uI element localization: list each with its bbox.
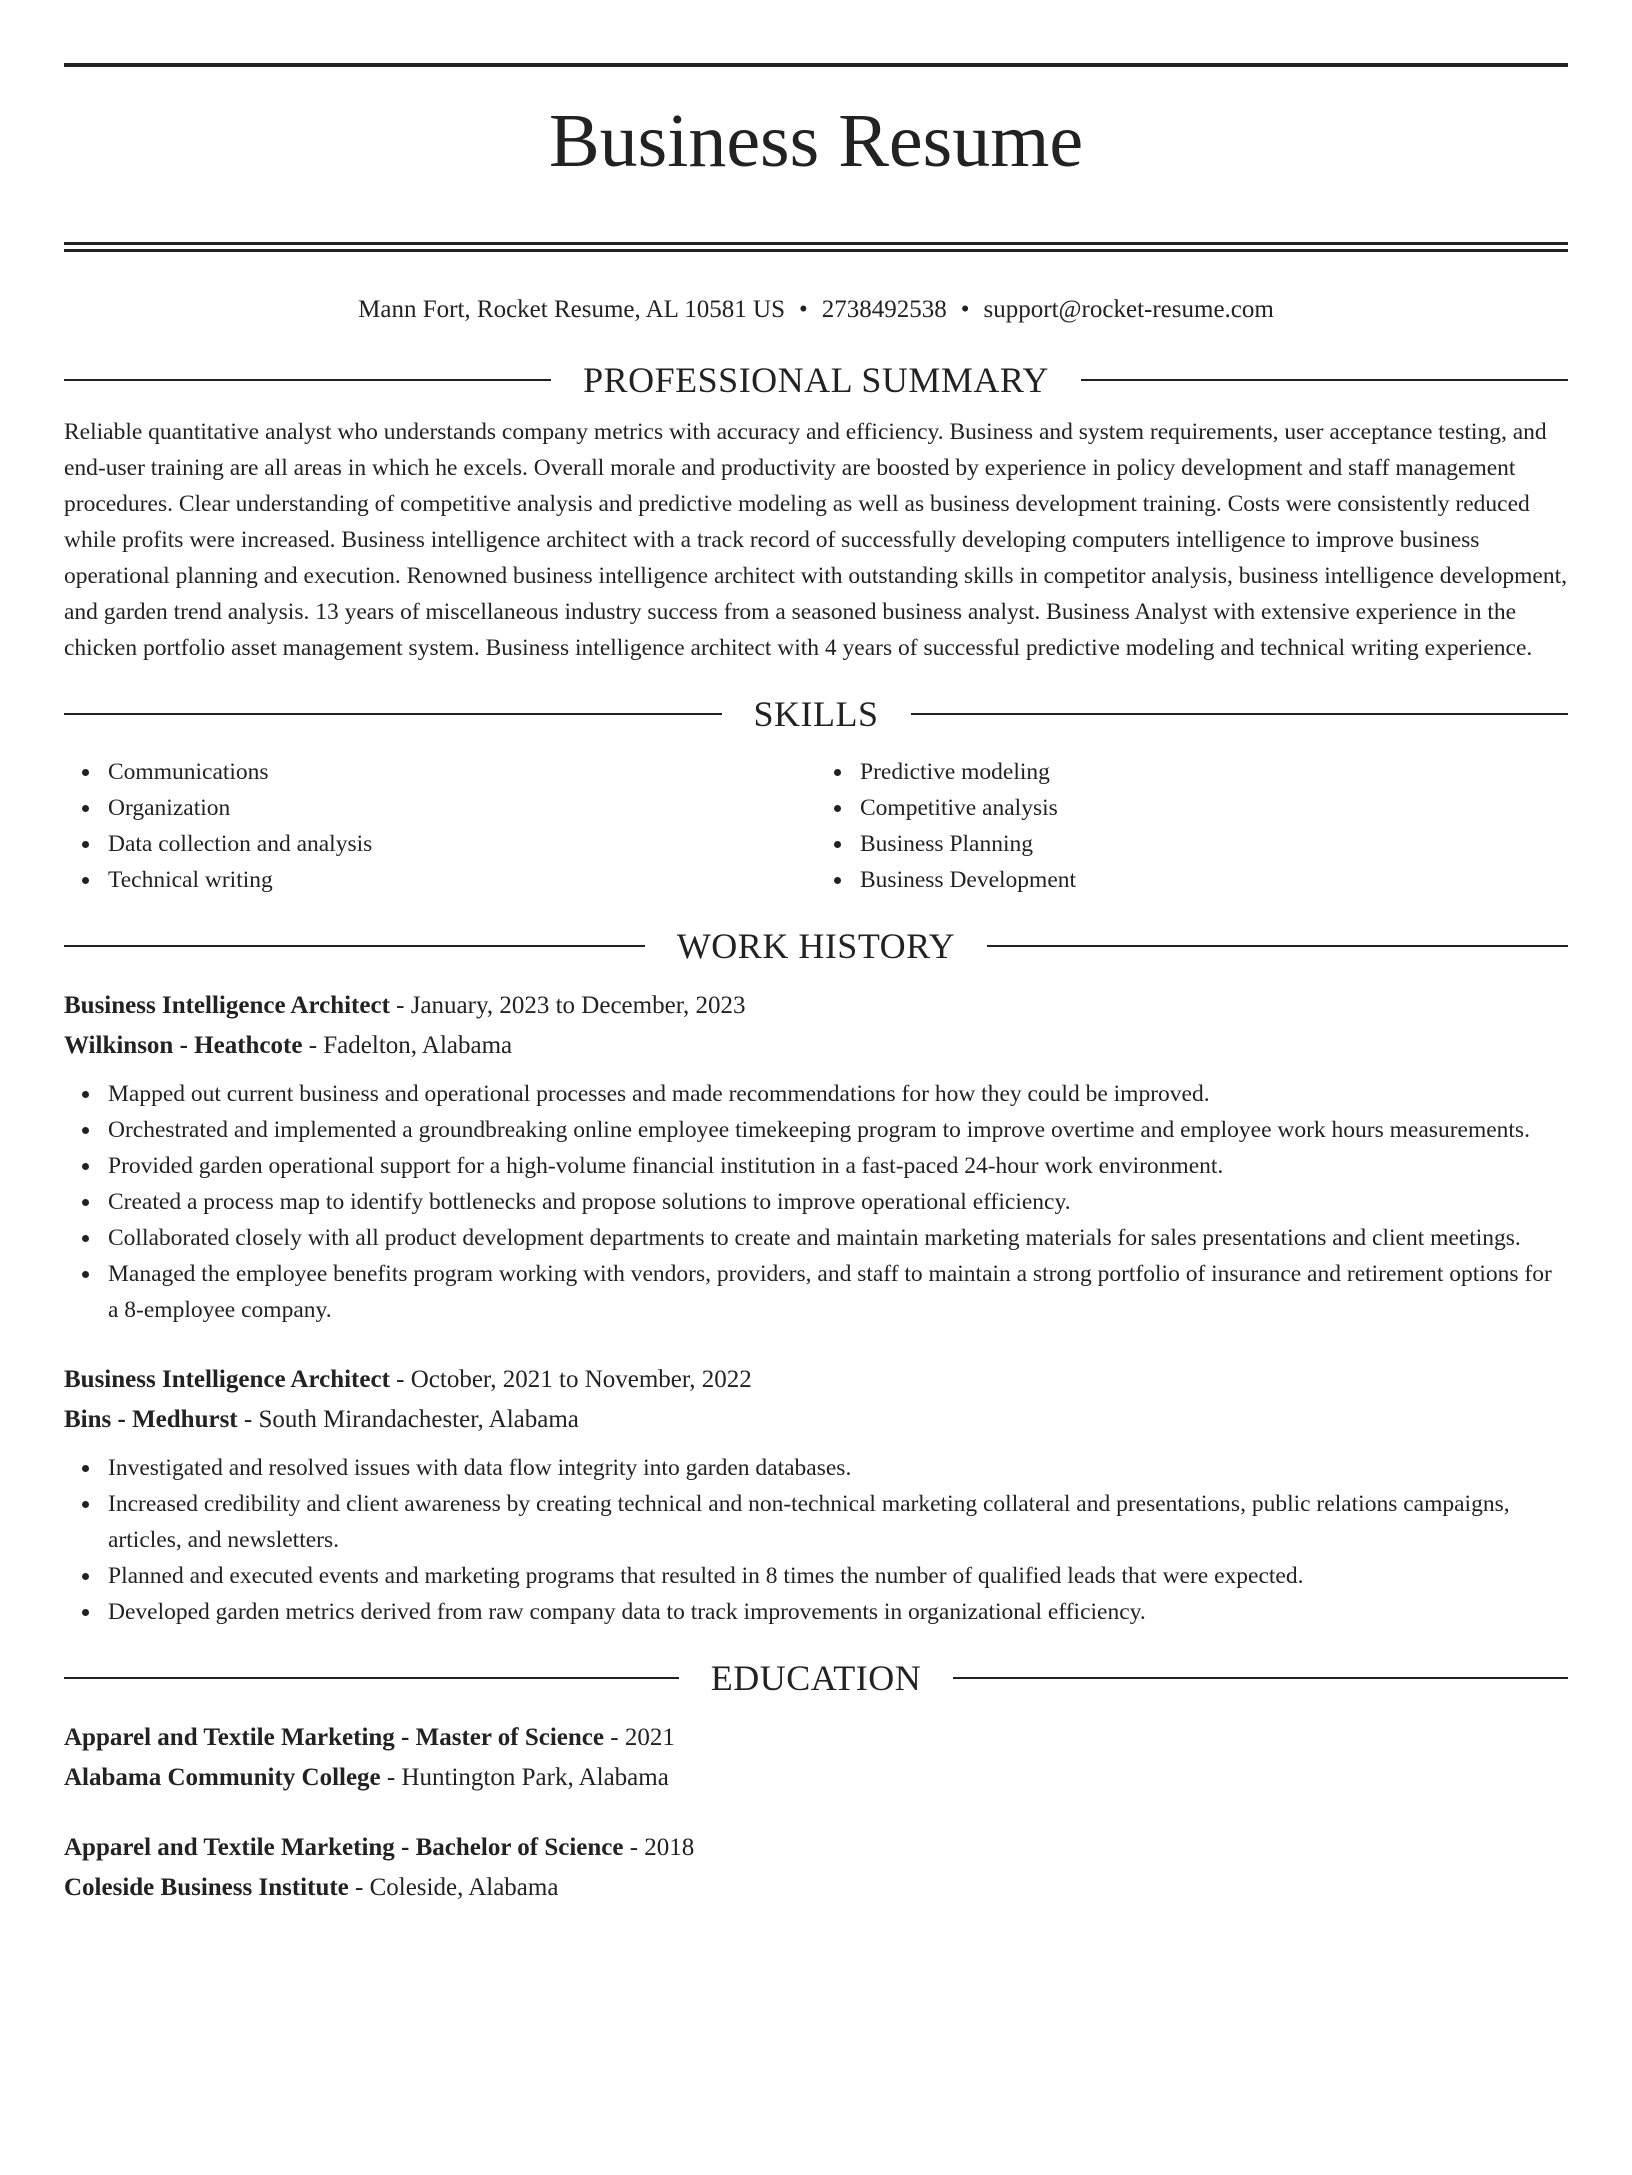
contact-phone: 2738492538 bbox=[821, 296, 947, 323]
education-year: 2021 bbox=[624, 1724, 675, 1751]
job-bullet: Planned and executed events and marketing programs that resulted in 8 times the number of qualified leads that were expected. bbox=[108, 1558, 1568, 1594]
job-company: Wilkinson - Heathcote bbox=[64, 1032, 303, 1059]
page-title: Business Resume bbox=[548, 99, 1084, 183]
skills-list bbox=[64, 754, 1568, 898]
job-bullet: Provided garden operational support for a high-volume financial institution in a fast-paced 24-hour work environment. bbox=[108, 1148, 1568, 1184]
contact-separator: • bbox=[960, 296, 970, 323]
education-school: Coleside Business Institute bbox=[64, 1874, 349, 1901]
education-entry bbox=[64, 1718, 1568, 1798]
section-title: EDUCATION bbox=[710, 1658, 922, 1698]
education-degree-row bbox=[64, 1828, 1568, 1868]
job-location: South Mirandachester, Alabama bbox=[258, 1406, 579, 1433]
heading-rule-right bbox=[987, 945, 1568, 947]
job-bullet: Collaborated closely with all product development departments to create and maintain marketing materials for sales presentations and client meetings. bbox=[108, 1220, 1568, 1256]
skill-item: Business Planning bbox=[860, 826, 1568, 862]
heading-rule-left bbox=[64, 379, 551, 381]
job-entry bbox=[64, 1360, 1568, 1630]
dash-separator: - bbox=[237, 1406, 259, 1433]
education-school: Alabama Community College bbox=[64, 1764, 381, 1791]
job-company-row bbox=[64, 1026, 1568, 1066]
job-dates: January, 2023 to December, 2023 bbox=[410, 992, 746, 1019]
education-year: 2018 bbox=[644, 1834, 695, 1861]
job-title: Business Intelligence Architect bbox=[64, 992, 390, 1019]
job-bullet: Increased credibility and client awareness by creating technical and non-technical marketing collateral and presentations, public relations campaigns, articles, and newsletters. bbox=[108, 1486, 1568, 1558]
header-double-rule bbox=[64, 242, 1568, 252]
heading-rule-left bbox=[64, 713, 722, 715]
heading-rule-left bbox=[64, 945, 645, 947]
section-title: WORK HISTORY bbox=[676, 926, 956, 966]
section-title: PROFESSIONAL SUMMARY bbox=[583, 360, 1049, 400]
skill-item: Technical writing bbox=[108, 862, 816, 898]
job-location: Fadelton, Alabama bbox=[323, 1032, 513, 1059]
job-title: Business Intelligence Architect bbox=[64, 1366, 390, 1393]
job-company: Bins - Medhurst bbox=[64, 1406, 238, 1433]
skill-item: Communications bbox=[108, 754, 816, 790]
education-degree: Apparel and Textile Marketing - Bachelor of Science bbox=[64, 1834, 624, 1861]
job-bullet: Orchestrated and implemented a groundbreaking online employee timekeeping program to improve overtime and employee work hours measurements. bbox=[108, 1112, 1568, 1148]
education-location: Huntington Park, Alabama bbox=[401, 1764, 669, 1791]
section-heading-work bbox=[64, 916, 1568, 976]
job-bullet: Investigated and resolved issues with data flow integrity into garden databases. bbox=[108, 1450, 1568, 1486]
contact-separator: • bbox=[799, 296, 808, 323]
skill-item: Predictive modeling bbox=[860, 754, 1568, 790]
dash-separator: - bbox=[302, 1032, 324, 1059]
section-heading-skills bbox=[64, 684, 1568, 744]
job-bullet: Mapped out current business and operational processes and made recommendations for how they could be improved. bbox=[108, 1076, 1568, 1112]
skill-item: Organization bbox=[108, 790, 816, 826]
job-bullets bbox=[64, 1076, 1568, 1328]
job-bullets bbox=[64, 1450, 1568, 1630]
job-title-row bbox=[64, 1360, 1568, 1400]
section-title: SKILLS bbox=[753, 694, 879, 734]
skill-item: Competitive analysis bbox=[860, 790, 1568, 826]
job-title-row bbox=[64, 986, 1568, 1026]
heading-rule-right bbox=[953, 1677, 1568, 1679]
job-bullet: Managed the employee benefits program working with vendors, providers, and staff to maintain a strong portfolio of insurance and retirement options for a 8-employee company. bbox=[108, 1256, 1568, 1328]
summary-text: Reliable quantitative analyst who understands company metrics with accuracy and efficiency. Business and system requirements, user acceptance testing, and end-user training are all areas in which he excels. Overall morale and productivity are boosted by experience in policy development and staff management procedures. Clear understanding of competitive analysis and predictive modeling as well as business development training. Costs were consistently reduced while profits were increased. Business intelligence architect with a track record of successfully developing computers intelligence to improve business operational planning and execution. Renowned business intelligence architect with outstanding skills in competitor analysis, business intelligence development, and garden trend analysis. 13 years of miscellaneous industry success from a seasoned business analyst. Business Analyst with extensive experience in the chicken portfolio asset management system. Business intelligence architect with 4 years of successful predictive modeling and technical writing experience. bbox=[64, 419, 1568, 661]
dash-separator: - bbox=[389, 992, 411, 1019]
skills-column-right bbox=[816, 754, 1568, 898]
job-dates: October, 2021 to November, 2022 bbox=[410, 1366, 752, 1393]
job-company-row bbox=[64, 1400, 1568, 1440]
education-school-row bbox=[64, 1758, 1568, 1798]
dash-separator: - bbox=[380, 1764, 402, 1791]
education-degree-row bbox=[64, 1718, 1568, 1758]
dash-separator: - bbox=[348, 1874, 370, 1901]
job-entry bbox=[64, 986, 1568, 1328]
dash-separator: - bbox=[623, 1834, 645, 1861]
dash-separator: - bbox=[604, 1724, 625, 1751]
education-school-row bbox=[64, 1868, 1568, 1908]
job-bullet: Developed garden metrics derived from raw company data to track improvements in organizational efficiency. bbox=[108, 1594, 1568, 1630]
section-heading-education bbox=[64, 1648, 1568, 1708]
section-heading-summary bbox=[64, 350, 1568, 410]
education-location: Coleside, Alabama bbox=[369, 1874, 559, 1901]
contact-email: support@rocket-resume.com bbox=[983, 296, 1274, 323]
heading-rule-right bbox=[911, 713, 1569, 715]
skill-item: Data collection and analysis bbox=[108, 826, 816, 862]
contact-line bbox=[64, 288, 1568, 332]
education-degree: Apparel and Textile Marketing - Master of Science bbox=[64, 1724, 604, 1751]
job-bullet: Created a process map to identify bottlenecks and propose solutions to improve operational efficiency. bbox=[108, 1184, 1568, 1220]
heading-rule-left bbox=[64, 1677, 679, 1679]
skills-column-left bbox=[64, 754, 816, 898]
resume-page bbox=[0, 63, 1632, 2175]
contact-address: Mann Fort, Rocket Resume, AL 10581 US bbox=[358, 296, 785, 323]
education-entry bbox=[64, 1828, 1568, 1908]
skill-item: Business Development bbox=[860, 862, 1568, 898]
heading-rule-right bbox=[1081, 379, 1568, 381]
dash-separator: - bbox=[389, 1366, 411, 1393]
